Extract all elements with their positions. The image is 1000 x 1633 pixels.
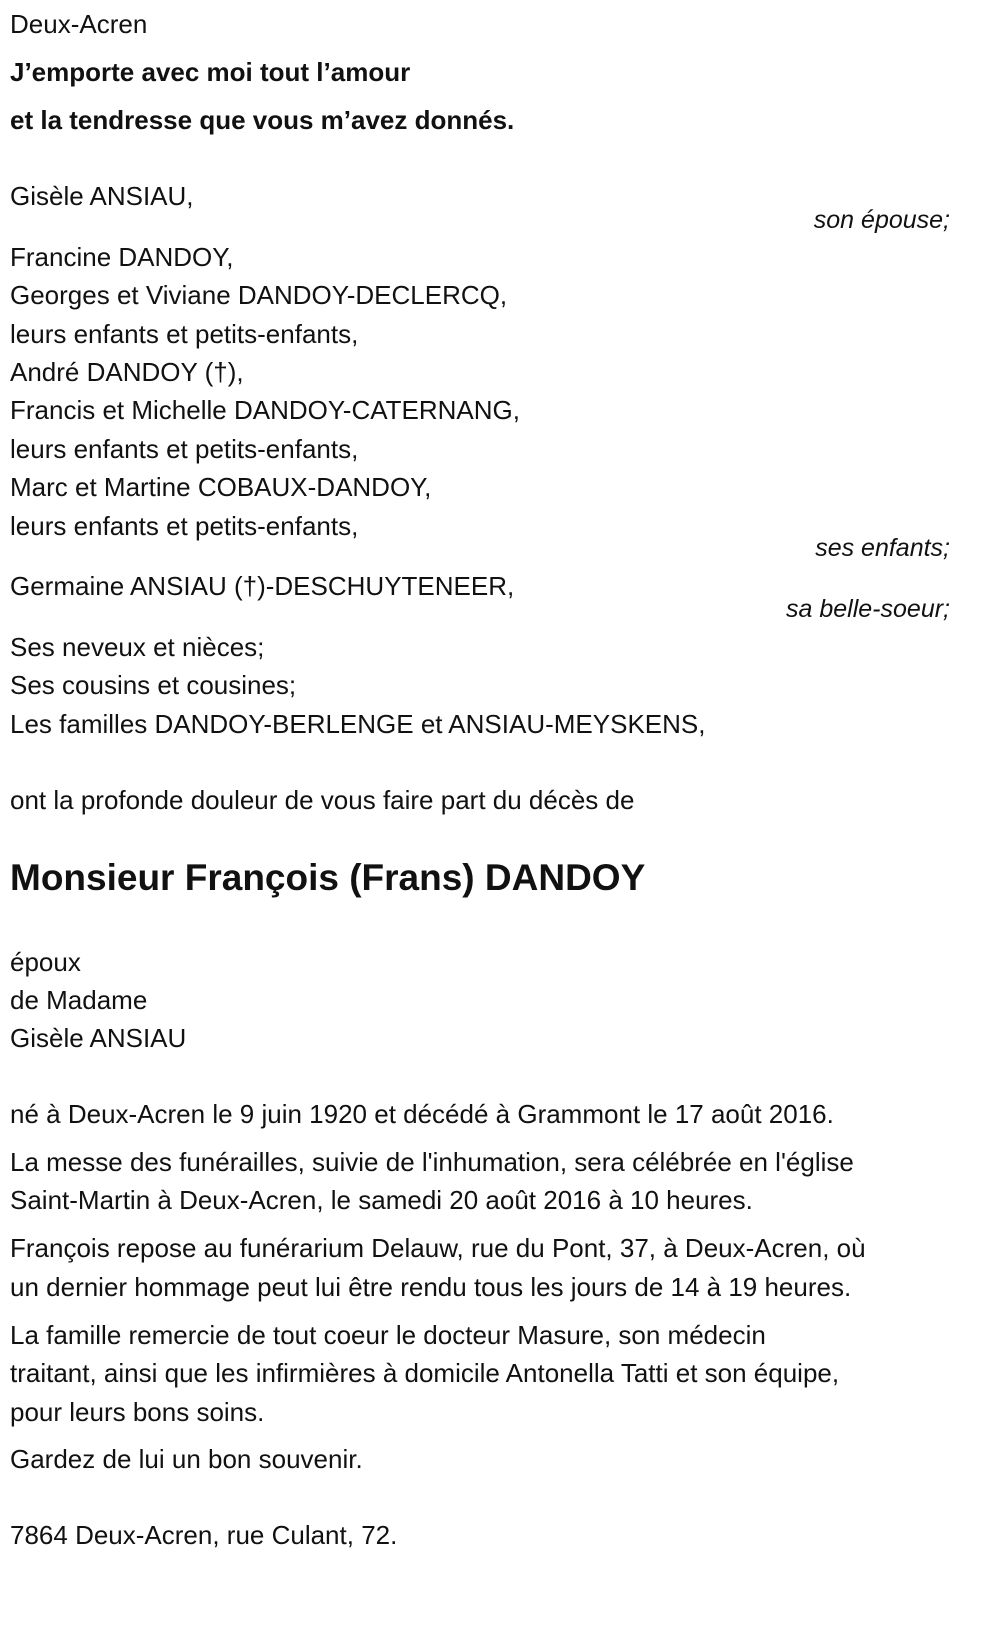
- birth-death: né à Deux-Acren le 9 juin 1920 et décédé à Grammont le 17 août 2016.: [10, 1099, 834, 1129]
- relatives-line: Les familles DANDOY-BERLENGE et ANSIAU-MEYSKENS,: [10, 709, 706, 739]
- spouse: Gisèle ANSIAU,: [10, 181, 194, 211]
- child-line: leurs enfants et petits-enfants,: [10, 319, 359, 349]
- funerarium-line: François repose au funérarium Delauw, rue du Pont, 37, à Deux-Acren, où: [10, 1233, 866, 1263]
- funeral-line: Saint-Martin à Deux-Acren, le samedi 20 août 2016 à 10 heures.: [10, 1185, 753, 1215]
- funeral-line: La messe des funérailles, suivie de l'inhumation, sera célébrée en l'église: [10, 1147, 854, 1177]
- funerarium-line: un dernier hommage peut lui être rendu tous les jours de 14 à 19 heures.: [10, 1272, 852, 1302]
- spouse-of-line: Gisèle ANSIAU: [10, 1023, 187, 1053]
- thanks-line: La famille remercie de tout coeur le docteur Masure, son médecin: [10, 1320, 766, 1350]
- child-line: André DANDOY (†),: [10, 357, 244, 387]
- thanks-line: pour leurs bons soins.: [10, 1397, 265, 1427]
- child-line: Georges et Viviane DANDOY-DECLERCQ,: [10, 280, 508, 310]
- spouse-role: son épouse;: [813, 206, 950, 234]
- child-line: leurs enfants et petits-enfants,: [10, 511, 359, 541]
- relatives-line: Ses neveux et nièces;: [10, 632, 265, 662]
- deceased-name: Monsieur François (Frans) DANDOY: [10, 857, 646, 898]
- place: Deux-Acren: [10, 9, 148, 39]
- relatives-line: Ses cousins et cousines;: [10, 670, 297, 700]
- child-line: leurs enfants et petits-enfants,: [10, 434, 359, 464]
- child-line: Francine DANDOY,: [10, 242, 234, 272]
- child-line: Francis et Michelle DANDOY-CATERNANG,: [10, 395, 520, 425]
- announcement: ont la profonde douleur de vous faire part du décès de: [10, 785, 635, 815]
- sister-in-law-role: sa belle-soeur;: [786, 595, 950, 623]
- thanks-line: traitant, ainsi que les infirmières à domicile Antonella Tatti et son équipe,: [10, 1358, 840, 1388]
- spouse-of-line: de Madame: [10, 985, 148, 1015]
- remembrance: Gardez de lui un bon souvenir.: [10, 1444, 363, 1474]
- sister-in-law: Germaine ANSIAU (†)-DESCHUYTENEER,: [10, 571, 515, 601]
- child-line: Marc et Martine COBAUX-DANDOY,: [10, 472, 432, 502]
- quote-line: et la tendresse que vous m’avez donnés.: [10, 105, 515, 135]
- children-role: ses enfants;: [815, 534, 950, 562]
- spouse-of-line: époux: [10, 947, 81, 977]
- quote-line: J’emporte avec moi tout l’amour: [10, 57, 411, 87]
- address: 7864 Deux-Acren, rue Culant, 72.: [10, 1520, 398, 1550]
